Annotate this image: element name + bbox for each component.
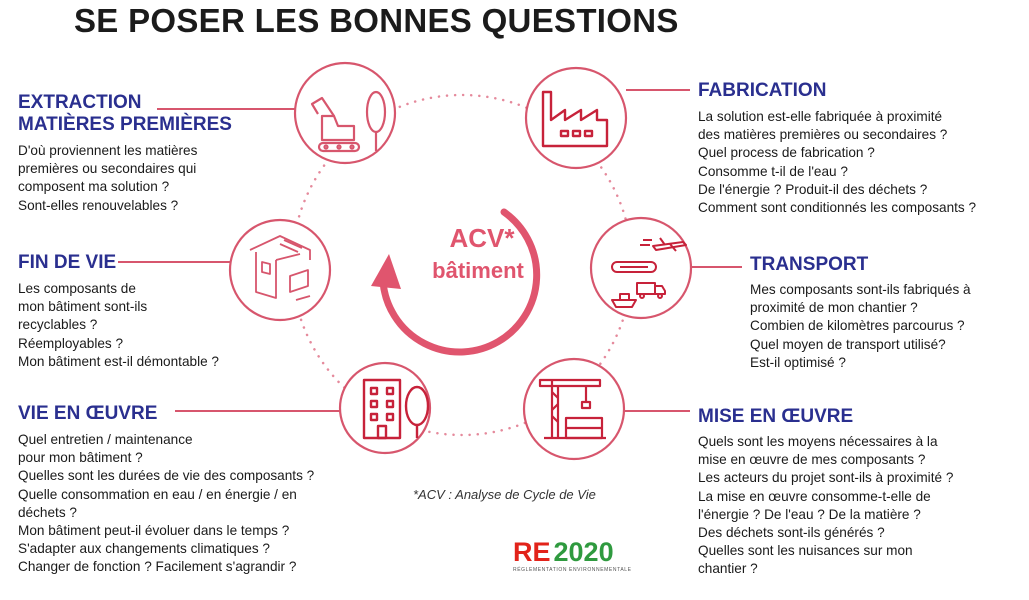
question: Quelles sont les nuisances sur mon bbox=[698, 543, 913, 559]
center-label bbox=[418, 222, 538, 284]
stage-fabrication bbox=[698, 80, 976, 217]
stage-vie-en-oeuvre bbox=[18, 403, 314, 577]
question: proximité de mon chantier ? bbox=[750, 300, 918, 316]
question: recyclables ? bbox=[18, 317, 98, 333]
question: Les composants de bbox=[18, 281, 136, 296]
question: pour mon bâtiment ? bbox=[18, 450, 143, 466]
logo-tagline: RÉGLEMENTATION ENVIRONNEMENTALE bbox=[513, 567, 632, 573]
question: Quelle consommation en eau / en énergie / en bbox=[18, 486, 297, 502]
heading-fin-de-vie: FIN DE VIE bbox=[18, 252, 117, 273]
question: Mon bâtiment est-il démontable ? bbox=[18, 353, 219, 369]
question: Quels sont les moyens nécessaires à la bbox=[698, 434, 938, 449]
circle-fabrication bbox=[526, 68, 626, 168]
question: composent ma solution ? bbox=[18, 179, 170, 195]
question: S'adapter aux changements climatiques ? bbox=[18, 541, 270, 557]
logo-re: RE bbox=[513, 537, 551, 567]
stage-mise-en-oeuvre bbox=[698, 406, 953, 579]
question: Mes composants sont-ils fabriqués à bbox=[750, 282, 971, 297]
circle-mise-en-oeuvre bbox=[524, 359, 624, 459]
question: mise en œuvre de mes composants ? bbox=[698, 452, 926, 468]
circle-fin-de-vie bbox=[230, 220, 330, 320]
center-acv: ACV* bbox=[449, 223, 515, 253]
stage-fin-de-vie bbox=[18, 252, 219, 371]
question: Quel entretien / maintenance bbox=[18, 432, 193, 447]
footnote: *ACV : Analyse de Cycle de Vie bbox=[413, 487, 596, 502]
question: Les acteurs du projet sont-ils à proximité ? bbox=[698, 470, 954, 486]
question: Comment sont conditionnés les composants ? bbox=[698, 200, 977, 216]
question: Sont-elles renouvelables ? bbox=[18, 197, 179, 213]
question: mon bâtiment sont-ils bbox=[18, 299, 148, 315]
question: déchets ? bbox=[18, 504, 77, 520]
heading-extraction-line2: MATIÈRES PREMIÈRES bbox=[18, 114, 232, 135]
question: Consomme t-il de l'eau ? bbox=[698, 163, 848, 179]
question: De l'énergie ? Produit-il des déchets ? bbox=[698, 181, 928, 197]
question: Des déchets sont-ils générés ? bbox=[698, 525, 885, 541]
question: Mon bâtiment peut-il évoluer dans le temps ? bbox=[18, 523, 290, 539]
question: Quelles sont les durées de vie des composants ? bbox=[18, 468, 315, 484]
question: Changer de fonction ? Facilement s'agrandir ? bbox=[18, 559, 297, 575]
stage-transport bbox=[750, 254, 971, 372]
heading-transport: TRANSPORT bbox=[750, 254, 869, 275]
re2020-logo bbox=[513, 538, 632, 573]
question: Quel moyen de transport utilisé? bbox=[750, 336, 946, 352]
question: D'où proviennent les matières bbox=[18, 143, 198, 158]
question: Est-il optimisé ? bbox=[750, 354, 846, 370]
page-title: SE POSER LES BONNES QUESTIONS bbox=[74, 2, 679, 39]
heading-vie-en-oeuvre: VIE EN ŒUVRE bbox=[18, 403, 158, 424]
question: Combien de kilomètres parcourus ? bbox=[750, 318, 965, 334]
question: La solution est-elle fabriquée à proximité bbox=[698, 109, 943, 124]
logo-year: 2020 bbox=[553, 537, 614, 567]
circle-vie-en-oeuvre bbox=[340, 363, 430, 453]
stage-extraction bbox=[18, 92, 232, 215]
heading-extraction-line1: EXTRACTION bbox=[18, 92, 142, 113]
question: Réemployables ? bbox=[18, 335, 124, 351]
circle-extraction bbox=[295, 63, 395, 163]
question: premières ou secondaires qui bbox=[18, 161, 197, 177]
question: des matières premières ou secondaires ? bbox=[698, 127, 948, 143]
center-batiment: bâtiment bbox=[432, 258, 524, 283]
question: l'énergie ? De l'eau ? De la matière ? bbox=[698, 506, 921, 522]
question: Quel process de fabrication ? bbox=[698, 145, 875, 161]
heading-mise-en-oeuvre: MISE EN ŒUVRE bbox=[698, 406, 854, 427]
question: La mise en œuvre consomme-t-elle de bbox=[698, 488, 931, 504]
heading-fabrication: FABRICATION bbox=[698, 80, 827, 101]
question: chantier ? bbox=[698, 561, 758, 577]
